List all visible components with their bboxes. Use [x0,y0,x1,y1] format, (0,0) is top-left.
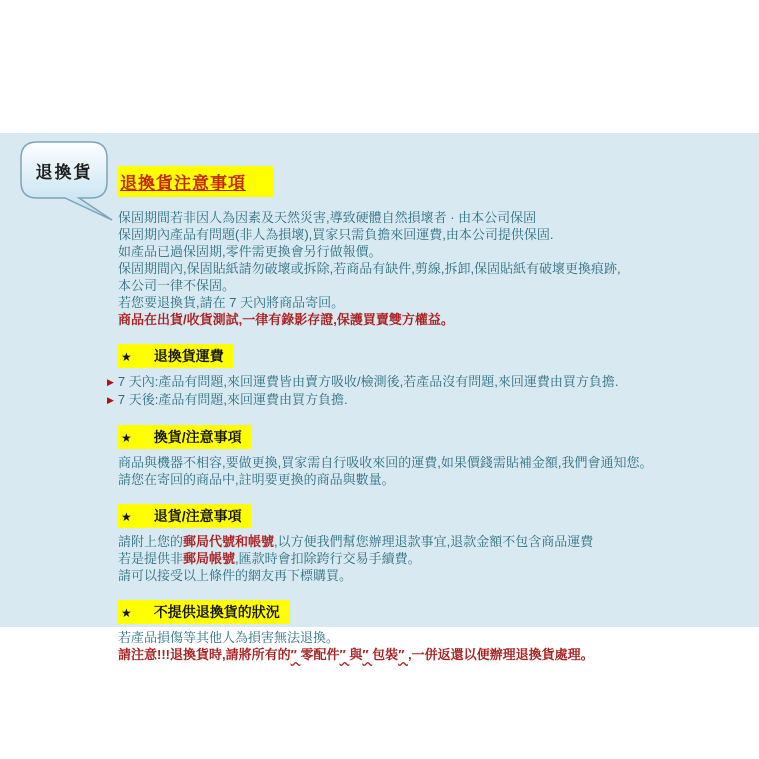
text-segment: 保固期內產品有問題(非人為損壞),買家只需負擔來回運費,由本公司提供保固. [118,227,554,242]
text-segment: 7 天後:產品有問題,來回運費由買方負擔. [117,392,348,407]
speech-bubble [20,141,120,223]
section-header-label: 退換貨運費 [153,348,224,364]
section-header [118,344,234,368]
text-segment: 請注意!!!退換貨時,請將所有的 [118,647,291,662]
page-title: 退換貨注意事項 [118,166,274,197]
text-line [118,471,750,488]
text-segment: 7 天內:產品有問題,來回運費皆由賣方吸收/檢測後,若產品沒有問題,來回運費由買方負擔. [117,374,619,389]
star-icon: ★ [121,350,132,364]
text-segment: ″ [362,647,373,662]
notice-content [107,166,750,663]
notice-panel [0,133,759,662]
text-line [118,533,750,550]
text-segment: 郵局帳號 [183,551,236,566]
text-line [118,567,750,584]
text-segment: 若您要退換貨,請在 7 天內將商品寄回。 [118,295,345,310]
text-segment: 與 [349,647,363,662]
text-segment: ″ [290,647,301,662]
text-line [118,226,750,243]
sections-container [107,328,750,663]
text-line [118,311,750,328]
text-segment: 若是提供非 [118,551,184,566]
text-line [107,373,750,391]
text-segment: 請可以接受以上條件的網友再下標購買。 [118,568,353,583]
arrow-bullet-icon: ▶ [107,395,114,405]
star-icon: ★ [121,431,132,445]
text-line [118,209,750,226]
section-header [118,600,290,624]
text-line [118,294,750,311]
text-segment: 商品與機器不相容,要做更換,買家需自行吸收來回的運費,如果價錢需貼補金額,我們會通知您。 [118,455,653,470]
section-header [118,425,252,449]
section-header-label: 退貨/注意事項 [153,508,242,524]
section [118,409,750,488]
bubble-label: 退換貨 [35,163,93,182]
text-segment: 保固期間若非因人為因素及天然災害,導致硬體自然損壞者 · 由本公司保固 [118,210,537,225]
text-segment: 若產品損傷等其他人為損害無法退換。 [118,630,340,645]
text-line [118,277,750,294]
section-header-label: 不提供退換貨的狀況 [153,604,280,620]
section-header-label: 換貨/注意事項 [153,429,242,445]
section [107,328,750,409]
text-segment: 商品在出貨/收貨測試,一律有錄影存證,保護買賣雙方權益。 [118,312,454,327]
star-icon: ★ [121,510,132,524]
text-segment: 本公司一律不保固。 [118,278,236,293]
text-segment: 保固期間內,保固貼紙請勿破壞或拆除,若商品有缺件,剪線,拆卸,保固貼紙有破壞更換痕跡, [118,261,621,276]
text-segment: 郵局代號和帳號 [183,534,275,549]
text-line [118,629,750,646]
star-icon: ★ [121,606,132,620]
text-segment: ″ [339,647,350,662]
text-line [118,646,750,663]
intro-lines [118,209,750,328]
text-segment: 請附上您的 [118,534,184,549]
section-header [118,504,252,528]
text-line [118,454,750,471]
arrow-bullet-icon: ▶ [107,377,114,387]
text-segment: ,以方便我們幫您辦理退款事宜,退款金額不包含商品運費 [274,534,594,549]
section [118,584,750,663]
text-line [107,391,750,409]
text-line [118,550,750,567]
text-line [118,243,750,260]
text-segment: 請您在寄回的商品中,註明要更換的商品與數量。 [118,472,395,487]
text-segment: 如產品已過保固期,零件需更換會另行做報價。 [118,244,382,259]
section [118,488,750,584]
text-segment: ,匯款時會扣除跨行交易手續費。 [235,551,421,566]
text-segment: 零配件 [300,647,340,662]
text-segment: ,一併返還以便辦理退換貨處理。 [408,647,594,662]
text-segment: 包裝 [372,647,399,662]
text-segment: ″ [398,647,409,662]
text-line [118,260,750,277]
